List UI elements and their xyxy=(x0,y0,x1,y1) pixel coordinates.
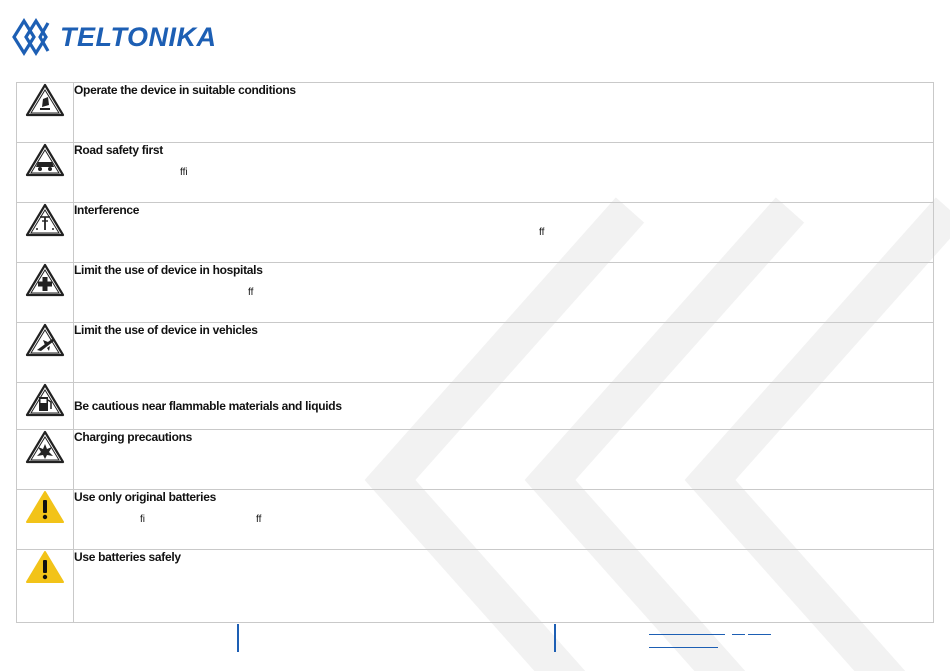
antenna-interference-warning-icon xyxy=(25,203,65,237)
text-cell xyxy=(74,83,934,143)
icon-cell xyxy=(17,323,74,383)
text-cell xyxy=(74,383,934,430)
row-title: Use batteries safely xyxy=(74,550,181,564)
row-title: Operate the device in suitable conditions xyxy=(74,83,296,97)
ligature-text: fi xyxy=(140,514,145,525)
icon-cell xyxy=(17,550,74,623)
icon-cell xyxy=(17,490,74,550)
row-body xyxy=(74,106,933,119)
row-title: Be cautious near flammable materials and liquids xyxy=(74,399,342,413)
logo-wordmark: TELTONIKA xyxy=(60,21,217,52)
table-row xyxy=(17,203,934,263)
airplane-warning-icon xyxy=(25,323,65,357)
row-body xyxy=(74,226,933,239)
icon-cell xyxy=(17,430,74,490)
footer-link[interactable] xyxy=(649,647,718,648)
text-cell xyxy=(74,550,934,623)
explosion-warning-icon xyxy=(25,430,65,464)
row-body xyxy=(74,346,933,359)
hand-on-device-warning-icon xyxy=(25,83,65,117)
table-row xyxy=(17,383,934,430)
table-row xyxy=(17,430,934,490)
ligature-text: ff xyxy=(539,227,545,238)
row-title: Use only original batteries xyxy=(74,490,216,504)
text-cell xyxy=(74,203,934,263)
footer-divider xyxy=(554,624,556,652)
text-cell xyxy=(74,143,934,203)
footer-link[interactable] xyxy=(732,634,745,635)
logo-mark-icon xyxy=(10,17,56,57)
row-body xyxy=(74,286,933,299)
ligature-text: ff xyxy=(248,287,254,298)
table-row xyxy=(17,263,934,323)
text-cell xyxy=(74,323,934,383)
table-row xyxy=(17,490,934,550)
table-row xyxy=(17,550,934,623)
row-body xyxy=(74,573,933,586)
fuel-pump-warning-icon xyxy=(25,383,65,417)
table-row xyxy=(17,143,934,203)
icon-cell xyxy=(17,83,74,143)
ligature-text: ff xyxy=(256,514,262,525)
icon-cell xyxy=(17,383,74,430)
row-body xyxy=(74,513,933,526)
row-body xyxy=(74,166,933,179)
icon-cell xyxy=(17,263,74,323)
row-title: Interference xyxy=(74,203,140,217)
exclamation-warning-icon xyxy=(25,550,65,584)
row-title: Limit the use of device in vehicles xyxy=(74,323,258,337)
exclamation-warning-icon xyxy=(25,490,65,524)
text-cell xyxy=(74,490,934,550)
icon-cell xyxy=(17,143,74,203)
hospital-cross-warning-icon xyxy=(25,263,65,297)
icon-cell xyxy=(17,203,74,263)
text-cell xyxy=(74,263,934,323)
row-title: Charging precautions xyxy=(74,430,193,444)
table-row xyxy=(17,323,934,383)
car-warning-icon xyxy=(25,143,65,177)
row-title: Limit the use of device in hospitals xyxy=(74,263,263,277)
row-body xyxy=(74,453,933,466)
safety-information-table xyxy=(16,82,934,623)
footer-link[interactable] xyxy=(649,634,725,635)
row-title: Road safety first xyxy=(74,143,163,157)
text-cell xyxy=(74,430,934,490)
footer-link[interactable] xyxy=(748,634,771,635)
ligature-text: ffi xyxy=(180,167,188,178)
table-row xyxy=(17,83,934,143)
teltonika-logo xyxy=(10,14,220,60)
page-footer xyxy=(0,622,950,671)
footer-divider xyxy=(237,624,239,652)
